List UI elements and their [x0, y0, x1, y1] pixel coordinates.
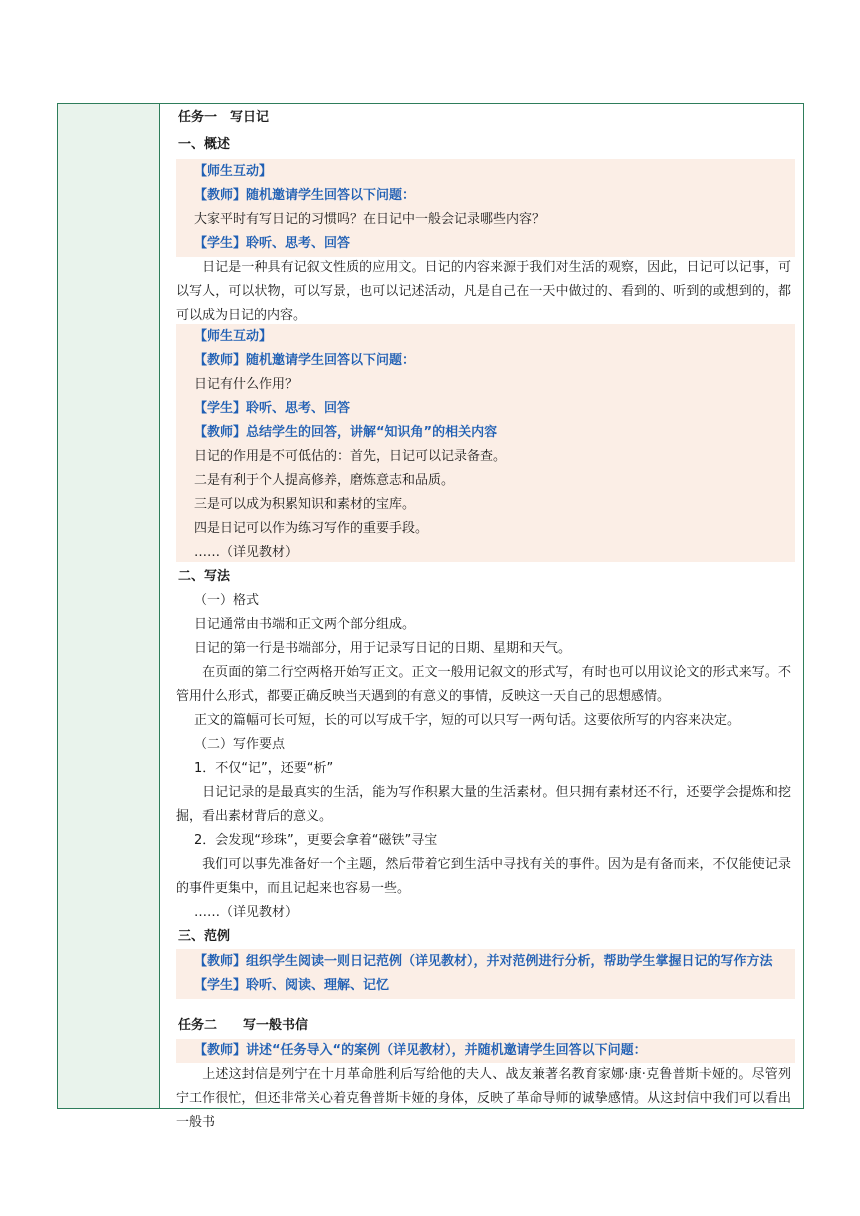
subsection-writing-points: （二）写作要点: [194, 737, 286, 752]
format-text-4: 正文的篇幅可长可短，长的可以写成千字，短的可以只写一两句话。这要依所写的内容来决定。: [194, 713, 741, 728]
function-item: 日记的作用是不可低估的：首先，日记可以记录备查。: [194, 449, 507, 464]
table-content-cell: [160, 104, 803, 1130]
section-overview-title: 一、概述: [178, 137, 231, 152]
student-response: 【学生】聆听、思考、回答: [194, 236, 351, 251]
interaction-tag: 【师生互动】: [194, 329, 273, 344]
teacher-instruction: 【教师】随机邀请学生回答以下问题：: [194, 353, 416, 368]
student-response: 【学生】聆听、阅读、理解、记忆: [194, 978, 390, 993]
point-2-title: 2．会发现“珍珠”，更要会拿着“磁铁”寻宝: [194, 833, 438, 848]
format-text-3: 在页面的第二行空两格开始写正文。正文一般用记叙文的形式写，有时也可以用议论文的形式来写。不管用什么形式，都要正确反映当天遇到的有意义的事情，反映这一天自己的思想感情。: [176, 665, 791, 704]
function-item: 二是有利于个人提高修养，磨炼意志和品质。: [194, 473, 455, 488]
function-item: 四是日记可以作为练习写作的重要手段。: [194, 521, 429, 536]
subsection-format: （一）格式: [194, 593, 260, 608]
function-item: 三是可以成为积累知识和素材的宝库。: [194, 497, 416, 512]
paragraph-diary-definition: 日记是一种具有记叙文性质的应用文。日记的内容来源于我们对生活的观察，因此，日记可以记事，可以写人，可以状物，可以写景，也可以记述活动，凡是自己在一天中做过的、看到的、听到的或想到的，都可以成为日记的内容。: [176, 260, 791, 323]
section-method-title: 二、写法: [178, 569, 231, 584]
question-text: 大家平时有写日记的习惯吗？在日记中一般会记录哪些内容？: [194, 212, 546, 227]
see-textbook-note: ……（详见教材）: [194, 545, 299, 560]
paragraph-lenin-letter: 上述这封信是列宁在十月革命胜利后写给他的夫人、战友兼著名教育家娜·康·克鲁普斯卡娅的。尽管列宁工作很忙，但还非常关心着克鲁普斯卡娅的身体，反映了革命导师的诚挚感情。从这封信中我们可以看出一般书: [176, 1067, 791, 1130]
question-text: 日记有什么作用？: [194, 377, 299, 392]
student-response: 【学生】聆听、思考、回答: [194, 401, 351, 416]
teacher-instruction: 【教师】组织学生阅读一则日记范例（详见教材），并对范例进行分析，帮助学生掌握日记的写作方法: [194, 954, 773, 969]
table-left-column: [58, 104, 160, 1108]
point-1-text: 日记记录的是最真实的生活，能为写作积累大量的生活素材。但只拥有素材还不行，还要学会提炼和挖掘，看出素材背后的意义。: [176, 785, 791, 824]
lesson-table: [57, 103, 804, 1130]
task1-title: 任务一 写日记: [178, 110, 270, 125]
format-text-2: 日记的第一行是书端部分，用于记录写日记的日期、星期和天气。: [194, 641, 572, 656]
point-2-text: 我们可以事先准备好一个主题，然后带着它到生活中寻找有关的事件。因为是有备而来，不仅能使记录的事件更集中，而且记起来也容易一些。: [176, 857, 791, 896]
interaction-tag: 【师生互动】: [194, 164, 273, 179]
section-example-title: 三、范例: [178, 929, 231, 944]
teacher-instruction: 【教师】讲述“任务导入“的案例（详见教材），并随机邀请学生回答以下问题：: [194, 1043, 647, 1058]
see-textbook-note: ……（详见教材）: [194, 905, 299, 920]
teacher-summary: 【教师】总结学生的回答，讲解“知识角”的相关内容: [194, 425, 498, 440]
point-1-title: 1．不仅“记”，还要“析”: [194, 761, 334, 776]
task2-title: 任务二 写一般书信: [178, 1018, 309, 1033]
teacher-instruction: 【教师】随机邀请学生回答以下问题：: [194, 188, 416, 203]
format-text-1: 日记通常由书端和正文两个部分组成。: [194, 617, 416, 632]
